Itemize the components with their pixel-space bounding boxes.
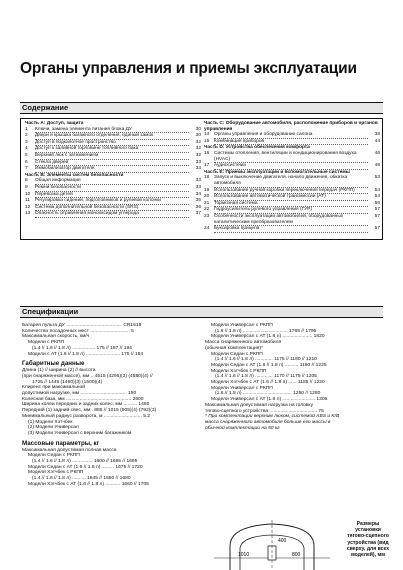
spec-line: Батарея пульта ДУ ......................................... CR1616 [22,323,142,328]
spec-line: Количество посадочных мест ............................. 5 [22,328,134,334]
toc-entry-title: Регулировка сидений, подголовников и рулевой колонки [35,198,189,205]
toc-entry-number: 22 [204,207,210,213]
toc-entry-title: Ремни безопасности [35,185,189,192]
toc-entry[interactable] [204,194,380,201]
figure-dim-1: 1010 [238,552,250,558]
toc-entry-page: 57 [374,226,380,232]
toc-entry-number: 21 [204,200,210,206]
toc-entry-number: 1 [25,126,28,132]
spec-line: Минимальный радиус разворота, м ............................ 5.2 [22,413,151,419]
toc-entry-title: Буксировка прицепа [214,226,368,233]
toc-entry-number: 4 [25,146,28,152]
toc-entry[interactable] [25,146,201,153]
spec-line: Модели Универсал с АТ (1.8 л) ...................... 1820 [211,334,325,340]
spec-line: Клиренс при максимальной [22,385,85,391]
toc-entry-number: 2 [25,133,28,139]
toc-entry-title: Органы управления и оборудование салона [214,132,368,139]
toc-entry-page: 46 [374,150,380,156]
spec-subheading: Габаритные данные [22,360,85,368]
figure-dim-2: 800 [292,552,301,558]
spec-line: Масса снаряженного автомобиля [205,340,282,346]
toc-entry-page: 48 [374,163,380,169]
toc-entry-page: 53 [374,175,380,181]
spec-line: обычной комплектации на 50 кг [205,425,280,431]
toc-entry-page: 33 [195,166,201,172]
toc-entry-number: 23 [204,213,210,219]
toc-entry-title: Перевозка детей [35,192,189,199]
specs-header: Спецификации [22,307,79,316]
toc-entry-page: 30 [195,133,201,139]
toc-entry-page: 38 [374,132,380,138]
toc-entry-page: 33 [195,178,201,184]
toc-entry-title: Доступ к заливной горловине топливного бака [35,146,189,153]
tow-hitch-figure [208,518,336,570]
spec-line: (1.4 // 1.6 // 1.8 л) ............. 1175 // 1180 // 1210 [215,357,317,363]
spec-line: Модели Хэтчбек с РКПП [28,470,84,476]
toc-entry-number: 3 [25,139,28,145]
toc-entry-number: 17 [204,163,210,169]
toc-header: Содержание [22,103,69,112]
spec-line: допустимой нагрузке, мм .................................. 150 [22,391,137,397]
spec-line: Модели Седан с АТ (1.6 // 1.8 л) ......... 1675 // 1720 [28,464,143,470]
toc-entry-page: 32 [195,139,201,145]
toc-left-column [25,121,201,218]
toc-entry[interactable] [204,207,380,214]
spec-line: (2) Модели Универсал [28,425,79,431]
toc-entry[interactable] [204,175,380,187]
toc-header-bar [20,102,383,114]
specs-left-column [22,323,202,488]
toc-entry-title: Аудиосистема [214,163,368,170]
spec-line: (3) Модели Универсал с верхним багажником [28,430,132,436]
toc-entry-title: Иммобилизатор двигателя [35,166,189,173]
toc-entry-title: Комбинация приборов [214,139,368,146]
toc-entry-number: 11 [25,198,30,204]
spec-line: Модели с АТ (1.6 // 1.8 л) ......................... 175 // 184 [28,351,144,357]
toc-entry[interactable] [25,133,201,140]
toc-entry-number: 5 [25,152,28,158]
toc-entry-number: 9 [25,184,28,190]
specs-right-column [205,323,385,431]
spec-subheading: Массовые параметры, кг [22,439,100,447]
toc-entry-title: Особенности эксплуатации автомобилей, оборудованных каталитическим преобразователем [214,214,368,226]
toc-entry-page: 37 [195,211,201,217]
toc-entry[interactable] [25,178,201,185]
spec-line: Максимальная допустимая полная масса [22,447,117,453]
toc-section-heading: Часть А: Доступ, защита [25,121,84,126]
toc-section-heading: Часть D: Устройства обеспечения комфорта [204,145,310,151]
specs-header-bar [20,306,383,318]
spec-line: Длина (1) // ширина (2) // высота [22,368,96,374]
toc-entry-title: Тормозная система [214,201,368,208]
toc-entry[interactable] [25,211,201,218]
spec-line: Передний (1) задний свес, мм . 885 // 1015 (905)(4) (792)(3) [22,408,157,414]
toc-entry-page: 54 [374,187,380,193]
toc-entry-page: 33 [195,184,201,190]
spec-line: (1.4 // 1.6 // 1.8 л) ................. 175 // 187 // 194 [32,345,132,351]
toc-section-heading: Часть Е: Приемы эксплуатации и вспомогательные системы [204,169,350,175]
spec-line: Модели Хэтчбек с РКПП [211,368,267,374]
spec-line: (обычная комплектация)* [205,345,263,351]
spec-line: (1) Модели Хэтчбек [28,419,73,425]
figure-caption: Размеры установки тягово-сцепного устройства (вид сверху, для всех моделей), мм [346,521,390,559]
toc-entry[interactable] [25,198,201,205]
spec-line: Ширина колеи передних и задних колес, мм .......... 1480 [22,402,150,408]
toc-entry[interactable] [204,226,380,233]
toc-entry-page: 30 [195,126,201,132]
toc-right-column [204,121,380,233]
spec-line: (1.4 // 1.6 // 1.8 л) ............... 1600 // 1665 // 1695 [32,459,138,465]
toc-entry-page: 35 [195,198,201,204]
toc-entry-page: 57 [374,213,380,219]
toc-entry-page: 44 [374,138,380,144]
toc-entry-number: 6 [25,159,28,165]
spec-line: Модели Седан с РКПП [211,351,263,357]
toc-entry-title: Система дополнительной безопасности (SRS) [35,205,189,212]
spec-line: 1725 // 1445 (1460)(3) (1500)(4) [32,379,103,385]
toc-entry[interactable] [204,132,380,139]
toc-entry-page: 33 [195,159,201,165]
toc-entry-number: 13 [25,211,31,217]
toc-entry-title: Опасность отравления монооксидом углерода [35,211,189,218]
spec-line: Модели Универсал с АТ (1.8 л) ........................ 1305 [211,397,328,403]
toc-entry[interactable] [25,153,201,160]
toc-entry-title: Общая информация [35,178,189,185]
spec-line: Модели Седан с РКПП [28,453,80,459]
toc-entry-number: 20 [204,194,210,200]
spec-line: Модели с РКПП [28,340,65,346]
toc-entry-number: 12 [25,204,31,210]
spec-line: масса снаряженного автомобиля больше его массы в [205,419,331,425]
toc-entry-title: Верхний люк с затемнением [35,153,189,160]
toc-entry-title: Ключи, замена элемента питания блока ДУ [35,127,189,134]
toc-entry-title: Системы отопления, вентиляции и кондиционирования воздуха (HVAC) [214,151,368,163]
toc-entry-title: Гидроусилитель рулевого управления (ГУР) [214,207,368,214]
spec-line: (1.4 // 1.6 // 1.8 л) ............. 1170 // 1175 // 1205 [215,374,317,380]
toc-entry-number: 16 [204,150,210,156]
spec-line: Модели Универсал с РКПП [211,323,273,328]
toc-entry-title: Запуск и выключение двигателя, начало движения, обкатка автомобиля [214,175,368,187]
toc-entry-title: Стекла дверей [35,160,189,167]
spec-line: (1.4 // 1.6 // 1.8 л) .......... 1645 // 1650 // 1680 [32,476,131,482]
spec-line: (1.6 // 1.8 л) ................................. 1765 // 1795 [215,328,317,334]
spec-line: * При комплектации верхним люком, системой ABS и K/В [205,414,340,420]
toc-entry-page: 34 [195,191,201,197]
toc-entry-page: 54 [374,194,380,200]
toc-entry[interactable] [25,166,201,173]
toc-entry-number: 14 [204,132,210,138]
spec-line: (1.6 // 1.8 л) .................................... 1250 // 1280 [215,391,321,397]
toc-entry[interactable] [204,214,380,226]
spec-line: Модели Хэтчбек с АТ (1.6 // 1.8 л) ........... 1660 // 1705 [28,481,149,487]
toc-section-heading: Часть В: Элементы систем безопасности [25,172,124,178]
toc-entry-number: 10 [25,191,31,197]
toc-entry-page: 56 [374,200,380,206]
spec-line: Модели Седан с АТ (1.6 // 1.8 л) .......... 1190 // 1225 [211,362,327,368]
toc-entry-page: 57 [374,207,380,213]
toc-entry-number: 18 [204,175,210,181]
toc-entry-title: Использование автоматической трансмиссии (АТ) [214,194,368,201]
toc-entry-title: Использование ручной коробки переключения передач (РКПП) [214,188,368,195]
spec-line: Максимальная скорость, км/ч [22,334,90,340]
toc-entry-title: Доступ в подкапотное пространство [35,140,189,147]
spec-line: тягово-сцепного устройства ................................... 75 [205,408,324,414]
spec-line: (при снаряженной массе), мм .. 4515 (4295)(3) (4580)(4) // [22,373,153,379]
toc-entry-title: Двери и крышка багажного отделения, единый замок [35,133,189,140]
toc-entry-page: 32 [195,152,201,158]
spec-line: Модели Хэтчбек с АТ (1.6 // 1.8 л) ...... 1185 // 1220 [211,380,325,386]
toc-entry[interactable] [204,151,380,163]
spec-line: Колесная база, мм ................................................ 2600 [22,396,144,402]
toc-entry-number: 7 [25,166,28,172]
toc-entry-number: 15 [204,138,210,144]
toc-entry-number: 19 [204,187,210,193]
figure-dim-3: 400 [278,538,287,544]
toc-entry-page: 36 [195,204,201,210]
toc-entry-number: 24 [204,226,210,232]
spec-line: Максимальная допустимая нагрузка на головку [205,402,314,408]
spec-line: Модели Универсал с РКПП [211,385,273,391]
toc-box [20,118,383,240]
toc-section-heading: Часть С: Оборудование автомобиля, расположение приборов и органов управления [204,121,378,132]
toc-entry-page: 32 [195,146,201,152]
page-title: Органы управления и приемы эксплуатации [20,60,357,77]
toc-entry-number: 8 [25,178,28,184]
toc-entry[interactable] [25,185,201,192]
toc-entry[interactable] [204,163,380,170]
